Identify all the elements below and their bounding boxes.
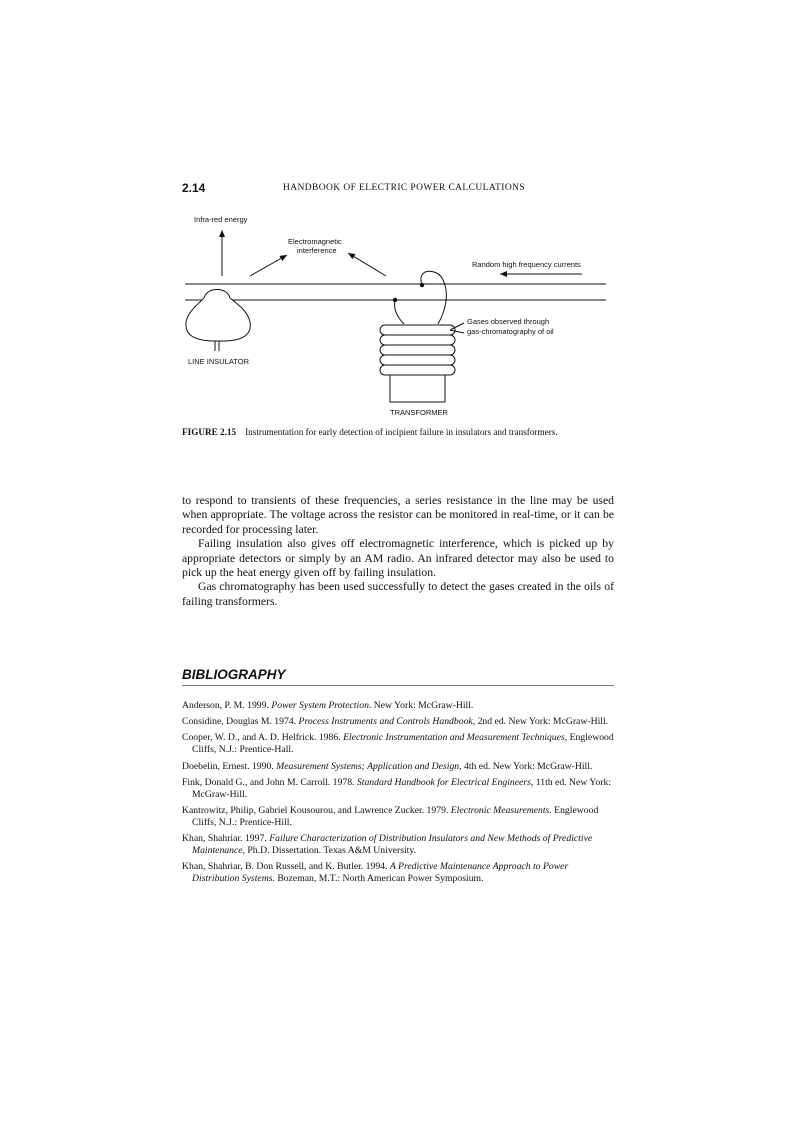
instrumentation-diagram	[182, 210, 614, 425]
transformer-icon	[380, 271, 464, 402]
emi-arrow-left-icon	[250, 255, 287, 276]
bibliography-list	[182, 700, 618, 890]
paragraph: Gas chromatography has been used successfully to detect the gases created in the oils of failing transformers.	[182, 580, 614, 608]
bibliography-entry: Doebelin, Ernest. 1990. Measurement Systems; Application and Design, 4th ed. New York: McGraw-Hill.	[182, 760, 593, 772]
page-number: 2.14	[182, 181, 206, 195]
connection-dot-left	[393, 298, 397, 302]
label-emi-line2: interference	[297, 246, 337, 255]
label-hf-currents: Random high frequency currents	[472, 260, 581, 269]
emi-arrow-right-icon	[348, 253, 386, 276]
caption-text: Instrumentation for early detection of incipient failure in insulators and transformers.	[245, 427, 558, 437]
label-transformer: TRANSFORMER	[390, 408, 448, 417]
label-gases-line2: gas-chromatography of oil	[467, 327, 554, 336]
figure-diagram	[182, 210, 614, 425]
line-insulator-icon	[186, 290, 250, 352]
bibliography-heading: BIBLIOGRAPHY	[182, 667, 614, 686]
label-infrared: Infra-red energy	[194, 215, 248, 224]
paragraph: to respond to transients of these frequencies, a series resistance in the line may be used when appropriate. The voltage across the resistor can be monitored in real-time, or it can be recorded for processing later.	[182, 494, 614, 536]
bibliography-entry: Fink, Donald G., and John M. Carroll. 1978. Standard Handbook for Electrical Engineers, 11th ed. New York: McGraw-Hill.	[182, 776, 612, 800]
bibliography-entry: Anderson, P. M. 1999. Power System Protection. New York: McGraw-Hill.	[182, 700, 474, 711]
bibliography-entry: Khan, Shahriar. 1997. Failure Characterization of Distribution Insulators and New Methods of Predictive Maintenance, Ph.D. Dissertation. Texas A&M University.	[182, 833, 593, 857]
paragraph: Failing insulation also gives off electromagnetic interference, which is picked up by appropriate detectors or simply by an AM radio. An infrared detector may also be used to pick up the heat energy given off by failing insulation.	[182, 537, 614, 580]
label-line-insulator: LINE INSULATOR	[188, 357, 249, 366]
bibliography-entry: Kantrowitz, Philip, Gabriel Kousourou, and Lawrence Zucker. 1979. Electronic Measurements. Englewood Cliffs, N.J.: Prentice-Hill.	[182, 804, 599, 828]
figure-caption	[182, 427, 622, 437]
running-head: HANDBOOK OF ELECTRIC POWER CALCULATIONS	[283, 183, 526, 193]
bibliography-entry: Cooper, W. D., and A. D. Helfrick. 1986. Electronic Instrumentation and Measurement Techniques, Englewood Cliffs, N.J.: Prentice-Hall.	[182, 732, 614, 756]
bibliography-entry: Considine, Douglas M. 1974. Process Instruments and Controls Handbook, 2nd ed. New York: McGraw-Hill.	[182, 716, 609, 728]
connection-dot-right	[420, 283, 424, 287]
body-text	[182, 494, 614, 609]
label-emi-line1: Electromagnetic	[288, 237, 342, 246]
bibliography-entry: Khan, Shahriar, B. Don Russell, and K. Butler. 1994. A Predictive Maintenance Approach to Power Distribution Systems. Bozeman, M.T.: North American Power Symposium.	[182, 861, 569, 885]
label-gases-line1: Gases observed through	[467, 317, 550, 326]
caption-number: FIGURE 2.15	[182, 427, 237, 437]
